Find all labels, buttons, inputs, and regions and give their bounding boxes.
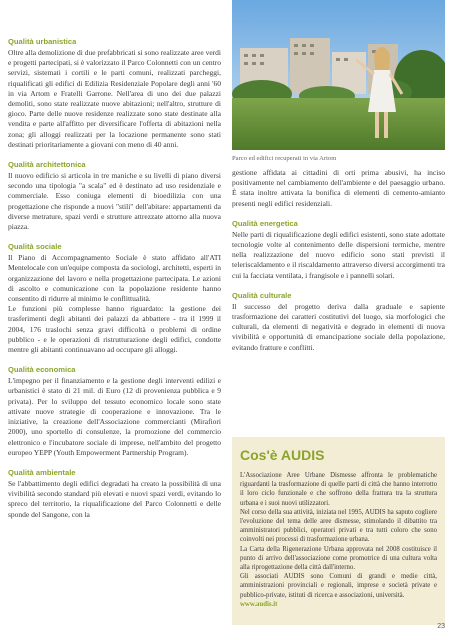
section-heading: Qualità culturale — [232, 290, 292, 300]
right-column — [232, 168, 445, 363]
section-urbanistica — [8, 37, 221, 150]
section-architettonica — [8, 160, 221, 232]
section-ambientale-cont — [232, 168, 445, 209]
park-photo — [232, 0, 445, 150]
section-economica — [8, 365, 221, 458]
section-text: Oltre alla demolizione di due prefabbricati si sono realizzate aree verdi e progetti partecipati, si è valorizzato il Parco Colonnetti con un centro servizi, sistemati i cortili e le parti comuni, realizzati parcheggi, riqualificati gli edifici di Edilizia Residenziale Popolare degli anni '60 in via Artom e Fratelli Garrone. Nell'area di uno dei due palazzi demoliti, sono state realizzate nuove abitazioni; nell'altro, strutture di gioco. Parte delle nuove residenze realizzate sono state destinate alla vendita e parte all'affitto per diversificare l'offerta di abitazioni nella zona; gli alloggi realizzati per la locazione permanente sono stati destinati prioritariamente a giovani con meno di 40 anni. — [8, 48, 221, 149]
section-heading: Qualità urbanistica — [8, 37, 77, 46]
section-heading: Qualità architettonica — [8, 160, 86, 170]
audis-paragraph: La Carta della Rigenerazione Urbana approvata nel 2008 costituisce il punto di arrivo dell'associazione come promotrice di una cultura volta alla riprogettazione della città dall'interno. — [240, 545, 437, 572]
audis-body — [240, 471, 437, 609]
audis-paragraph: L'Associazione Aree Urbane Dismesse affronta le problematiche riguardanti la trasformazione di quelle parti di città che hanno interrotto il loro ciclo funzionale e che soffrono della frattura tra la struttura urbana e i suoi nuovi utilizzatori. — [240, 472, 437, 507]
page-number: 23 — [437, 623, 445, 630]
section-heading: Qualità ambientale — [8, 467, 76, 477]
section-heading: Qualità energetica — [232, 218, 298, 228]
section-culturale — [232, 291, 445, 353]
audis-website-link[interactable]: www.audis.it — [240, 600, 278, 608]
section-text: Nelle parti di riqualificazione degli edifici esistenti, sono state adottate tecnologie volte al contenimento delle dispersioni termiche, mentre nella realizzazione del nuovo edificio sono stati previsti il teleriscaldamento e il riscaldamento attraverso diversi accorgimenti tra cui la facciata ventilata, i frangisole e i pannelli solari. — [232, 229, 445, 280]
section-heading: Qualità sociale — [8, 242, 62, 252]
section-text: gestione affidata ai cittadini di orti prima abusivi, ha inciso positivamente nel cambiamento dell'ambiente e del paesaggio urbano. È stata inoltre attivata la bonifica di elementi di cemento-amianto presenti negli edifici residenziali. — [232, 168, 445, 208]
left-column — [8, 37, 221, 530]
section-text: L'impegno per il finanziamento e la gestione degli interventi edilizi e urbanistici è stato di 21 mil. di Euro (12 di provenienza pubblica e 9 privata). Per lo sviluppo del tessuto economico locale sono state attivate nuove strategie di cooperazione e innovazione. Tra le iniziative, la creazione dell'Associazione commercianti (Mirafiori 2000), uno sportello di consulenze, la promozione del commercio elettronico e l'incubatore sociale di imprese, nell'ambito del progetto europeo YEPP (Youth Empowerment Partnership Program). — [8, 376, 221, 457]
section-text: Il successo del progetto deriva dalla graduale e sapiente trasformazione dei caratteri costitutivi del luogo, sia morfologici che culturali, da elementi di negatività e degrado in elementi di nuova vivibilità e opportunità di emancipazione sociale della popolazione, evitando fratture e conflitti. — [232, 301, 445, 352]
section-text: Il nuovo edificio si articola in tre maniche e su livelli di piano diversi secondo una tipologia "a scala" ed è destinato ad uso residenziale e commerciale. Esso coniuga elementi di bioedilizia con una progettazione che risponde a nuovi "stili" dell'abitare: appartamenti da diverse metrature, spazi verdi e strutture attrezzate attorno alla nuova piazza. — [8, 171, 221, 232]
audis-paragraph: Gli associati AUDIS sono Comuni di grandi e medie città, amministrazioni provinciali e regionali, imprese e società private e pubblico-private, istituti di ricerca e associazioni, università. — [240, 573, 437, 599]
section-energetica — [232, 219, 445, 281]
audis-paragraph: Nel corso della sua attività, iniziata nel 1995, AUDIS ha saputo cogliere l'evoluzione del tema delle aree dismesse, stimolando il dibattito tra amministratori pubblici, operatori privati e tra tutti coloro che sono coinvolti nei processi di trasformazione urbana. — [240, 508, 437, 544]
section-sociale — [8, 242, 221, 355]
audis-info-box — [232, 437, 445, 625]
photo-caption: Parco ed edifici recuperati in via Artom — [232, 155, 337, 162]
section-text: Le funzioni più complesse hanno riguardato: la gestione dei trasferimenti degli abitanti dei palazzi da abbattere - tra il 1999 il 2004, 176 traslochi senza gravi difficoltà o problemi di ordine pubblico - e le operazioni di ristrutturazione degli edifici, condotte mentre gli abitanti continuavano ad occupare gli alloggi. — [8, 304, 221, 355]
section-ambientale — [8, 468, 221, 520]
section-text: Il Piano di Accompagnamento Sociale è stato affidato all'ATI Mentelocale con un'equipe composta da sociologi, architetti, esperti in organizzazione del lavoro e nella progettazione partecipata. Le azioni di ascolto e comunicazione con la popolazione residente hanno consentito di ridurre al minimo le conflittualità. — [8, 253, 221, 304]
section-heading: Qualità economica — [8, 365, 76, 375]
park-photo-icon — [232, 0, 445, 150]
audis-title: Cos'è AUDIS — [240, 447, 325, 463]
section-text: Se l'abbattimento degli edifici degradati ha creato la possibilità di una vivibilità secondo standard più elevati e nuovi spazi verdi, evitando lo spreco del territorio, la riqualificazione del Parco Colonnetti e delle sponde del Sangone, con la — [8, 478, 221, 519]
